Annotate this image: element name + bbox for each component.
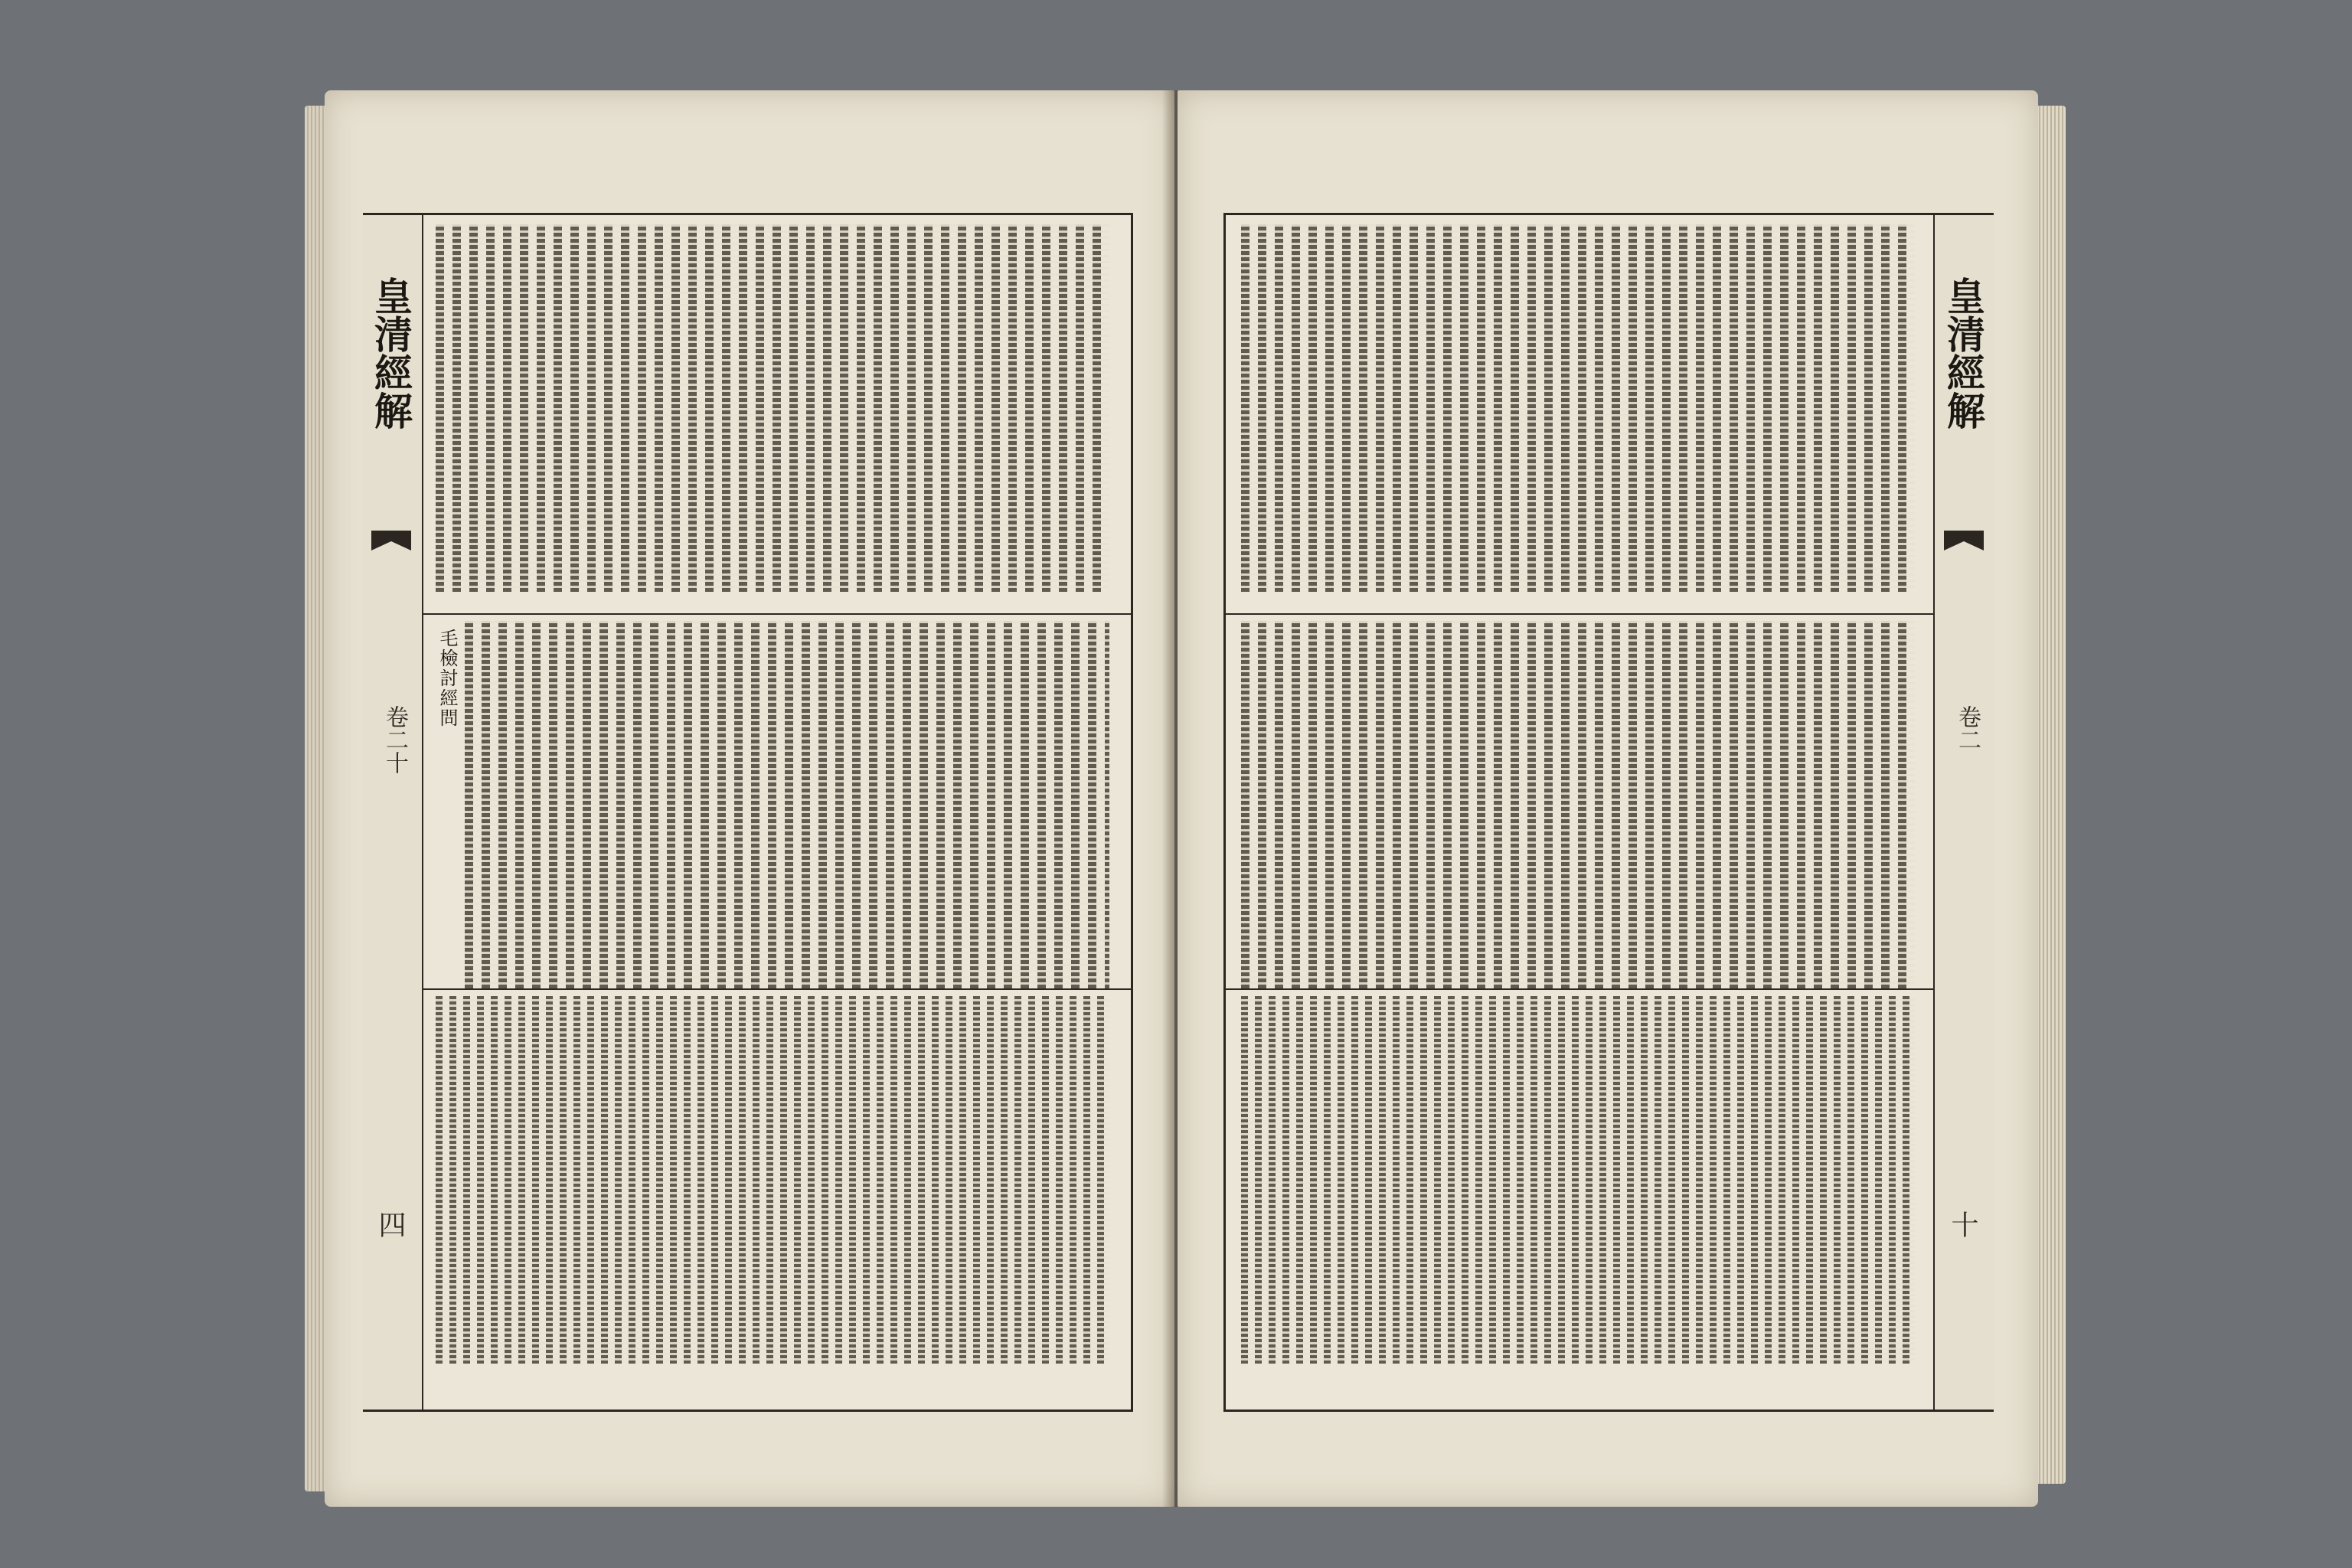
left-banxin xyxy=(362,215,423,1410)
left-banxin-title: 皇清經解 xyxy=(368,276,413,430)
right-upper-text-columns xyxy=(1241,224,1915,592)
right-banxin-volume: 卷二 xyxy=(1954,705,1981,751)
left-middle-text-columns xyxy=(465,621,1109,988)
right-page-edges xyxy=(2035,106,2066,1484)
fish-tail-ornament-icon xyxy=(1942,529,1985,552)
register-divider-upper xyxy=(365,613,1131,615)
right-banxin-title: 皇清經解 xyxy=(1941,276,1986,430)
right-lower-text-columns xyxy=(1241,996,1915,1364)
fish-tail-ornament-icon xyxy=(370,529,413,552)
open-book xyxy=(305,90,2066,1507)
left-print-frame xyxy=(363,213,1133,1412)
right-middle-text-columns xyxy=(1241,621,1915,988)
register-divider-upper xyxy=(1226,613,1991,615)
right-page xyxy=(1178,90,2038,1507)
register-divider-lower xyxy=(365,988,1131,990)
left-column-header: 毛檢討經問 xyxy=(436,629,458,728)
right-leaf-number: 十 xyxy=(1947,1210,1978,1238)
left-lower-text-columns xyxy=(436,996,1109,1364)
register-divider-lower xyxy=(1226,988,1991,990)
right-banxin xyxy=(1933,215,1994,1410)
left-upper-text-columns xyxy=(436,224,1109,592)
left-banxin-volume: 卷二十 xyxy=(381,705,408,774)
right-print-frame xyxy=(1223,213,1994,1412)
left-leaf-number: 四 xyxy=(374,1210,406,1238)
left-page xyxy=(325,90,1174,1507)
